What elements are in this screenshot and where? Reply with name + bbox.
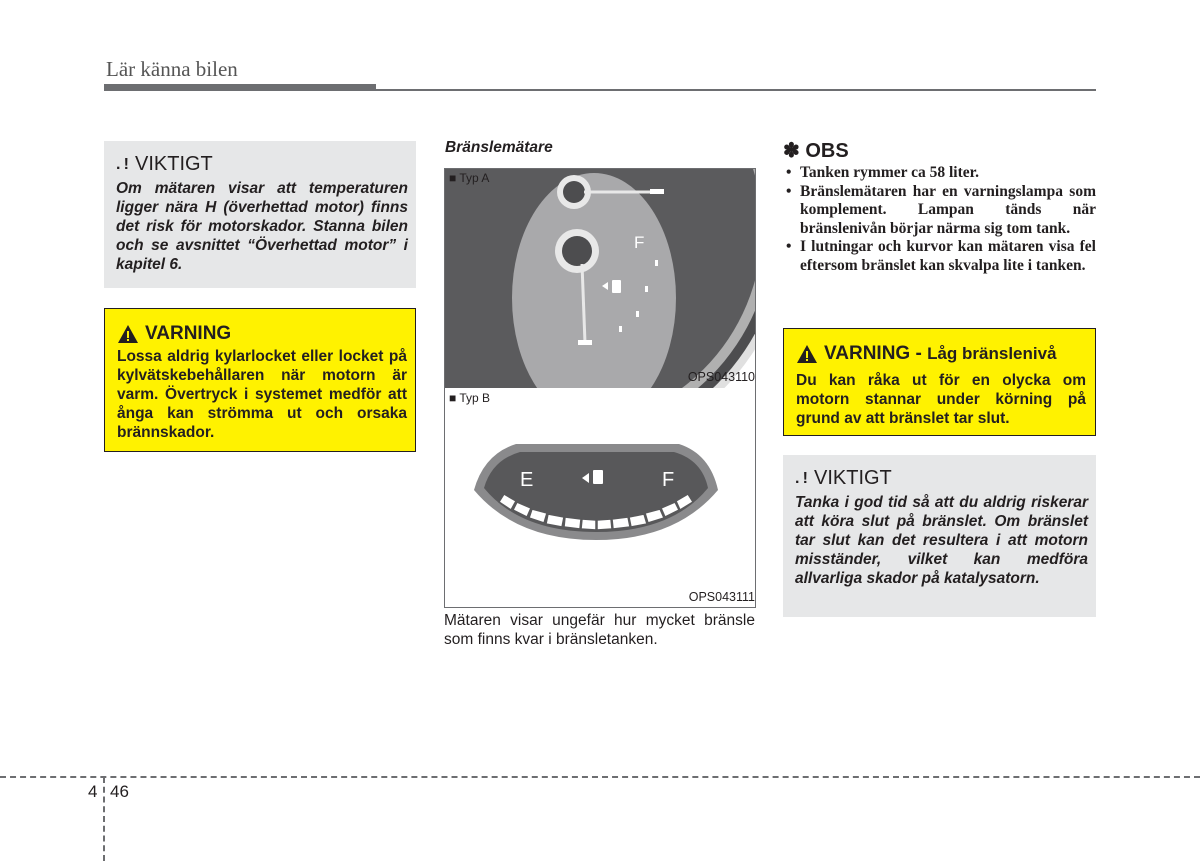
list-item: • Bränslemätaren har en varningslampa som komplement. Lampan tänds när bränslenivån börjar närma sig tom tank. bbox=[784, 183, 1096, 239]
list-item: • I lutningar och kurvor kan mätaren visa fel eftersom bränslet kan skvalpa lite i tanken. bbox=[784, 238, 1096, 275]
obs-title: ✽ OBS bbox=[783, 140, 849, 162]
warning-triangle-icon bbox=[117, 324, 139, 344]
important-title: . ! VIKTIGT bbox=[795, 467, 892, 489]
gauge-b-full-letter: F bbox=[662, 469, 675, 491]
warning-title-text bbox=[824, 343, 1057, 365]
footer-rule bbox=[0, 776, 1200, 778]
warning-text: Du kan råka ut för en olycka om motorn stannar under körning på grund av att bränslet tar slut. bbox=[796, 372, 1086, 427]
gauge-a-f-letter: F bbox=[634, 234, 645, 250]
fuel-gauge-type-a-illustration bbox=[444, 168, 755, 388]
exclamation-icon: . ! bbox=[795, 469, 808, 487]
header-rule-dark bbox=[104, 84, 376, 91]
warning-box-low-fuel bbox=[783, 328, 1096, 436]
obs-list bbox=[784, 164, 1096, 275]
figure-type-a-label: ■ Typ A bbox=[449, 171, 490, 185]
gauge-b-empty-letter: E bbox=[520, 469, 534, 491]
exclamation-icon: . ! bbox=[116, 155, 129, 173]
warning-title-main: VARNING - bbox=[824, 343, 928, 364]
important-text: Om mätaren visar att temperaturen ligger nära H (överhettad motor) finns det risk för motorskador. Stanna bilen och se avsnittet “Överhettad motor” i kapitel 6. bbox=[116, 180, 408, 273]
warning-text: Lossa aldrig kylarlocket eller locket på kylvätskebehållaren när motorn är varm. Övertryck i systemet medför att ånga kan strömma ut och orsaka brännskador. bbox=[117, 348, 407, 441]
figure-code-b: OPS043111 bbox=[688, 590, 755, 604]
header-rule bbox=[376, 89, 1096, 91]
important-box-fuel bbox=[783, 455, 1096, 617]
important-text: Tanka i god tid så att du aldrig riskerar att köra slut på bränslet. Om bränslet tar slut kan det resultera i att motorn misständer, vilket kan medföra allvarliga skador på katalysatorn. bbox=[795, 494, 1088, 587]
fuel-gauge-type-b-illustration bbox=[444, 388, 755, 608]
page-header-title: Lär känna bilen bbox=[106, 57, 238, 81]
page-number: 46 bbox=[110, 782, 129, 801]
warning-triangle-icon bbox=[796, 344, 818, 364]
warning-title-sub: Låg bränslenivå bbox=[927, 344, 1057, 363]
chapter-number: 4 bbox=[88, 782, 98, 801]
gauge-a-f-mark bbox=[634, 234, 652, 250]
figure-type-b-label: ■ Typ B bbox=[449, 391, 491, 405]
important-title: . ! VIKTIGT bbox=[116, 153, 213, 175]
list-item: • Tanken rymmer ca 58 liter. bbox=[784, 164, 1096, 183]
figure-caption: Bränslemätare bbox=[445, 139, 553, 156]
warning-title bbox=[796, 343, 1057, 365]
fuel-gauge-type-a-figure bbox=[444, 168, 755, 388]
important-box-temperature bbox=[104, 141, 416, 288]
warning-box-radiator bbox=[104, 308, 416, 452]
warning-title: VARNING bbox=[117, 323, 231, 345]
footer-vertical-rule bbox=[103, 777, 105, 861]
figure-code-a: OPS043110 bbox=[687, 370, 755, 384]
fuel-gauge-type-b-figure bbox=[444, 388, 755, 608]
figure-description: Mätaren visar ungefär hur mycket bränsle som finns kvar i bränsletanken. bbox=[444, 612, 755, 648]
